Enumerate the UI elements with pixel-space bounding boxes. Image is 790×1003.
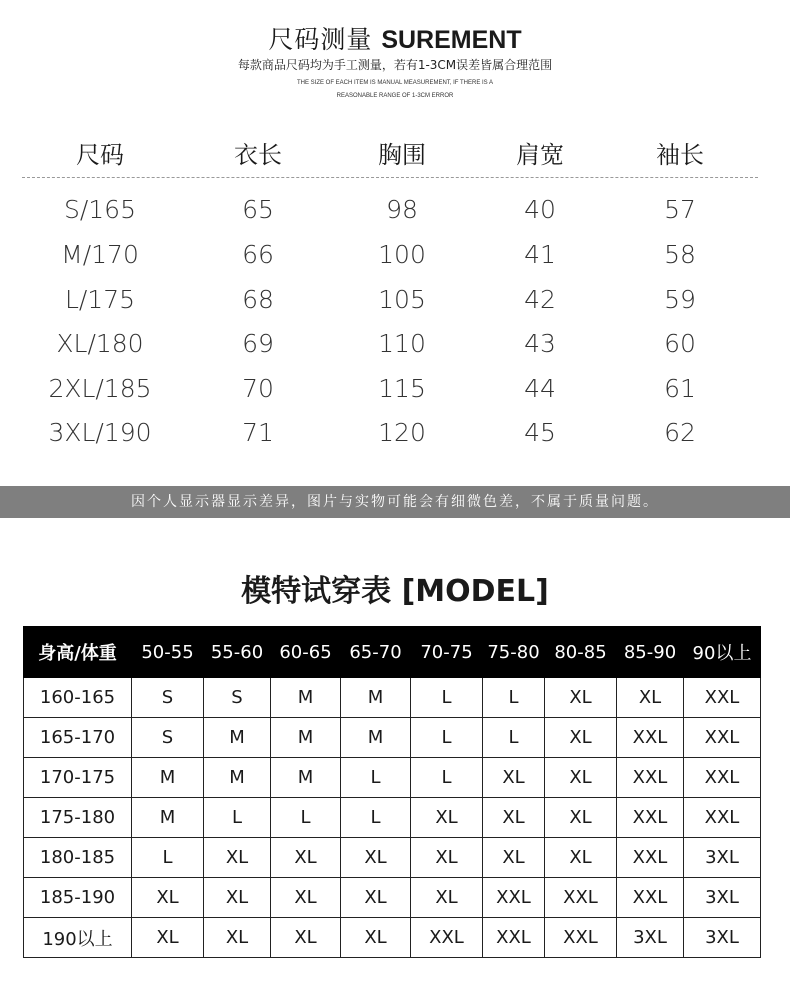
size-value-cell: 98 xyxy=(386,195,418,224)
size-value-cell: 41 xyxy=(524,240,556,269)
recommended-size-cell: XL xyxy=(341,838,411,878)
recommended-size-cell: XL xyxy=(271,918,341,958)
size-value-cell: 43 xyxy=(524,329,556,358)
recommended-size-cell: XL xyxy=(483,758,545,798)
size-label-cell: S/165 xyxy=(63,195,136,224)
recommended-size-cell: L xyxy=(411,758,483,798)
recommended-size-cell: XXL xyxy=(483,878,545,918)
recommended-size-cell: XL xyxy=(132,878,204,918)
size-label-cell: XL/180 xyxy=(56,329,144,358)
recommended-size-cell: XXL xyxy=(483,918,545,958)
recommended-size-cell: 3XL xyxy=(684,838,761,878)
table-row xyxy=(24,878,761,918)
recommended-size-cell: XL xyxy=(204,878,271,918)
subtitle: 每款商品尺码均为手工测量，若有1-3CM误差皆属合理范围 xyxy=(237,58,553,72)
size-value-cell: 58 xyxy=(664,240,696,269)
recommended-size-cell: XXL xyxy=(545,878,617,918)
height-range-cell: 175-180 xyxy=(24,798,132,838)
table-row xyxy=(24,798,761,838)
size-label-cell: M/170 xyxy=(61,240,139,269)
recommended-size-cell: XXL xyxy=(617,718,684,758)
recommended-size-cell: XL xyxy=(545,678,617,718)
size-value-cell: 66 xyxy=(242,240,274,269)
size-label-cell: L/175 xyxy=(64,285,136,314)
table-row xyxy=(24,678,761,718)
size-value-cell: 100 xyxy=(378,240,426,269)
size-value-cell: 60 xyxy=(664,329,696,358)
title-cn: 尺码测量 xyxy=(268,25,373,54)
size-value-cell: 45 xyxy=(524,418,556,447)
recommended-size-cell: M xyxy=(204,718,271,758)
height-range-cell: 165-170 xyxy=(24,718,132,758)
recommended-size-cell: M xyxy=(271,678,341,718)
disclaimer-band xyxy=(0,486,790,518)
recommended-size-cell: XL xyxy=(204,918,271,958)
recommended-size-cell: L xyxy=(411,678,483,718)
recommended-size-cell: XXL xyxy=(617,798,684,838)
recommended-size-cell: XL xyxy=(545,838,617,878)
recommended-size-cell: XL xyxy=(411,878,483,918)
table-row xyxy=(24,718,761,758)
recommended-size-cell: M xyxy=(341,678,411,718)
recommended-size-cell: L xyxy=(204,798,271,838)
size-label-cell: 2XL/185 xyxy=(48,374,152,403)
model-header-cell: 身高/体重 xyxy=(24,627,132,678)
note-line-2: REASONABLE RANGE OF 1-3CM ERROR xyxy=(336,93,454,99)
disclaimer-text: 因个人显示器显示差异，图片与实物可能会有细微色差，不属于质量问题。 xyxy=(131,494,659,510)
size-col-header: 衣长 xyxy=(234,141,282,169)
table-row xyxy=(24,838,761,878)
recommended-size-cell: 3XL xyxy=(684,918,761,958)
recommended-size-cell: XXL xyxy=(617,758,684,798)
recommended-size-cell: XXL xyxy=(411,918,483,958)
page-title xyxy=(0,20,790,56)
size-value-cell: 120 xyxy=(378,418,426,447)
recommended-size-cell: XXL xyxy=(684,798,761,838)
recommended-size-cell: XXL xyxy=(684,718,761,758)
recommended-size-cell: XXL xyxy=(617,838,684,878)
table-row xyxy=(24,758,761,798)
size-value-cell: 42 xyxy=(524,285,556,314)
size-value-cell: 57 xyxy=(664,195,696,224)
height-range-cell: 190以上 xyxy=(24,918,132,958)
height-range-cell: 160-165 xyxy=(24,678,132,718)
size-col-header: 袖长 xyxy=(656,141,704,169)
recommended-size-cell: XXL xyxy=(684,678,761,718)
size-value-cell: 65 xyxy=(242,195,274,224)
model-header-cell: 85-90 xyxy=(617,627,684,678)
recommended-size-cell: M xyxy=(204,758,271,798)
model-header-cell: 80-85 xyxy=(545,627,617,678)
model-header-cell: 55-60 xyxy=(204,627,271,678)
recommended-size-cell: L xyxy=(132,838,204,878)
model-table-title: 模特试穿表 [MODEL] xyxy=(241,574,549,609)
recommended-size-cell: S xyxy=(132,678,204,718)
recommended-size-cell: XL xyxy=(341,878,411,918)
recommended-size-cell: 3XL xyxy=(617,918,684,958)
recommended-size-cell: XXL xyxy=(545,918,617,958)
model-header-cell: 50-55 xyxy=(132,627,204,678)
height-range-cell: 185-190 xyxy=(24,878,132,918)
recommended-size-cell: XL xyxy=(271,838,341,878)
recommended-size-cell: S xyxy=(132,718,204,758)
recommended-size-cell: L xyxy=(341,758,411,798)
recommended-size-cell: S xyxy=(204,678,271,718)
height-range-cell: 170-175 xyxy=(24,758,132,798)
size-value-cell: 70 xyxy=(242,374,274,403)
size-value-cell: 71 xyxy=(242,418,274,447)
size-value-cell: 59 xyxy=(664,285,696,314)
recommended-size-cell: XL xyxy=(545,758,617,798)
size-value-cell: 62 xyxy=(664,418,696,447)
size-col-header: 尺码 xyxy=(76,141,124,169)
recommended-size-cell: XL xyxy=(483,798,545,838)
model-table xyxy=(23,626,761,958)
recommended-size-cell: L xyxy=(271,798,341,838)
recommended-size-cell: XL xyxy=(271,878,341,918)
recommended-size-cell: L xyxy=(341,798,411,838)
height-range-cell: 180-185 xyxy=(24,838,132,878)
note-line-1: THE SIZE OF EACH ITEM IS MANUAL MEASUREMENT, IF THERE IS A xyxy=(296,80,494,86)
size-value-cell: 68 xyxy=(242,285,274,314)
size-value-cell: 40 xyxy=(524,195,556,224)
recommended-size-cell: L xyxy=(483,718,545,758)
recommended-size-cell: M xyxy=(132,758,204,798)
model-header-cell: 70-75 xyxy=(411,627,483,678)
recommended-size-cell: L xyxy=(483,678,545,718)
size-value-cell: 69 xyxy=(242,329,274,358)
recommended-size-cell: XL xyxy=(341,918,411,958)
recommended-size-cell: XL xyxy=(483,838,545,878)
size-value-cell: 44 xyxy=(524,374,556,403)
recommended-size-cell: XL xyxy=(617,678,684,718)
model-header-cell: 90以上 xyxy=(684,627,761,678)
size-value-cell: 105 xyxy=(378,285,426,314)
size-value-cell: 110 xyxy=(378,329,426,358)
size-col-header: 胸围 xyxy=(378,141,426,169)
recommended-size-cell: XL xyxy=(411,798,483,838)
recommended-size-cell: M xyxy=(271,758,341,798)
size-col-header: 肩宽 xyxy=(516,141,564,169)
recommended-size-cell: XXL xyxy=(684,758,761,798)
recommended-size-cell: XXL xyxy=(617,878,684,918)
size-label-cell: 3XL/190 xyxy=(48,418,152,447)
recommended-size-cell: M xyxy=(341,718,411,758)
size-value-cell: 61 xyxy=(664,374,696,403)
title-en: SUREMENT xyxy=(381,26,522,54)
table-row xyxy=(24,918,761,958)
dashed-divider xyxy=(22,177,758,178)
recommended-size-cell: XL xyxy=(204,838,271,878)
recommended-size-cell: XL xyxy=(132,918,204,958)
recommended-size-cell: XL xyxy=(545,718,617,758)
recommended-size-cell: M xyxy=(271,718,341,758)
model-header-cell: 75-80 xyxy=(483,627,545,678)
recommended-size-cell: L xyxy=(411,718,483,758)
recommended-size-cell: M xyxy=(132,798,204,838)
model-header-cell: 60-65 xyxy=(271,627,341,678)
recommended-size-cell: XL xyxy=(411,838,483,878)
recommended-size-cell: XL xyxy=(545,798,617,838)
size-value-cell: 115 xyxy=(378,374,426,403)
model-header-cell: 65-70 xyxy=(341,627,411,678)
recommended-size-cell: 3XL xyxy=(684,878,761,918)
model-table-header-row xyxy=(24,627,761,678)
